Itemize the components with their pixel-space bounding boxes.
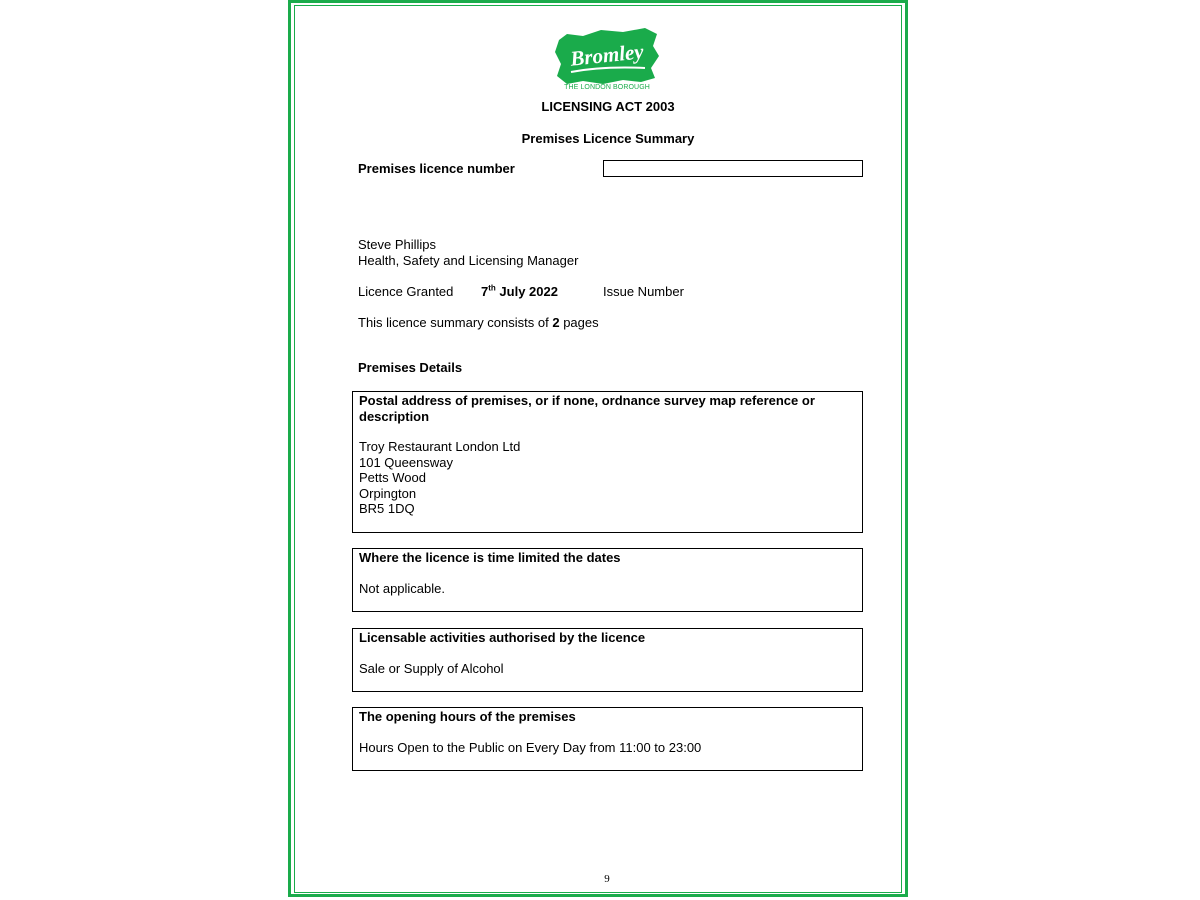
licence-number-label: Premises licence number (358, 161, 515, 176)
summary-pages-text (358, 315, 599, 331)
summary-pages-suffix: pages (559, 315, 599, 330)
logo-caption: THE LONDON BOROUGH (564, 84, 650, 91)
act-title: LICENSING ACT 2003 (541, 99, 675, 114)
address-heading: Postal address of premises, or if none, ordnance survey map reference or description (359, 393, 815, 424)
signatory-name: Steve Phillips (358, 237, 437, 252)
activities-body: Sale or Supply of Alcohol (359, 661, 504, 676)
page-number: 9 (604, 873, 610, 885)
address-line: Petts Wood (359, 470, 426, 486)
licence-number-field (603, 160, 863, 177)
activities-heading: Licensable activities authorised by the licence (359, 630, 646, 645)
grant-day: 7 (481, 284, 489, 299)
summary-pages-prefix: This licence summary consists of (358, 315, 553, 330)
document-title: Premises Licence Summary (521, 131, 695, 146)
opening-hours-body: Hours Open to the Public on Every Day from 11:00 to 23:00 (359, 740, 702, 755)
opening-hours-section (352, 707, 863, 771)
signatory-role: Health, Safety and Licensing Manager (358, 253, 579, 268)
address-line: BR5 1DQ (359, 501, 415, 517)
opening-hours-heading: The opening hours of the premises (359, 709, 576, 724)
grant-day-suffix: th (488, 283, 496, 293)
activities-section (352, 628, 863, 692)
time-limited-body: Not applicable. (359, 581, 445, 596)
bromley-logo (553, 26, 661, 92)
address-line: Troy Restaurant London Ltd (359, 439, 521, 454)
time-limited-heading: Where the licence is time limited the dates (359, 550, 621, 565)
address-line: 101 Queensway (359, 454, 453, 470)
time-limited-section (352, 548, 863, 612)
summary-pages-count: 2 (552, 315, 560, 330)
premises-details-heading: Premises Details (358, 360, 463, 375)
grant-month-year: July 2022 (495, 284, 558, 299)
logo-wordmark: Bromley (569, 39, 645, 71)
address-line: Orpington (359, 485, 417, 501)
issue-number-label: Issue Number (603, 284, 684, 299)
licence-granted-date (481, 284, 558, 300)
address-section (352, 391, 863, 533)
licence-granted-label: Licence Granted (358, 284, 454, 299)
address-body (359, 439, 520, 517)
